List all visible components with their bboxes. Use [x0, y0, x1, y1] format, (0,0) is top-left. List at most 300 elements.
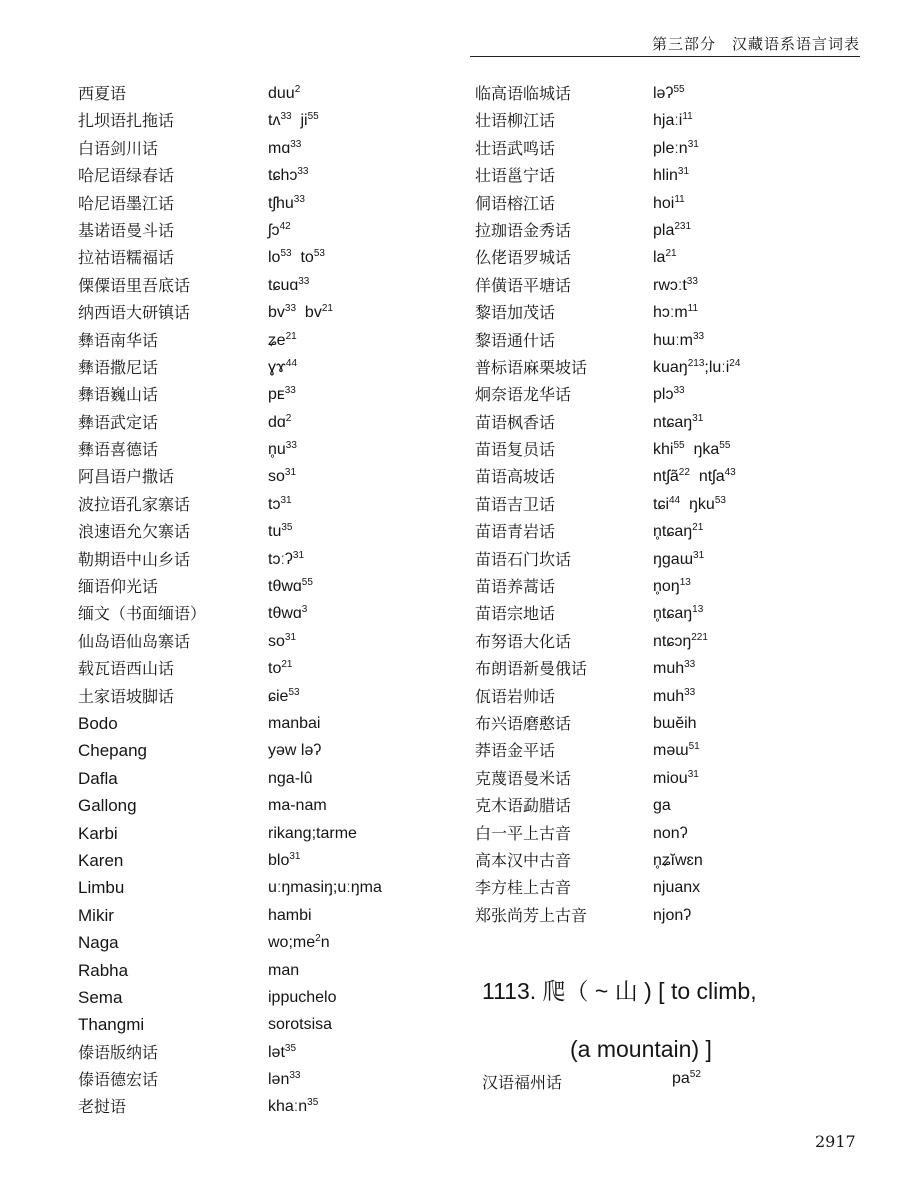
language-name: 缅文（书面缅语） — [78, 604, 207, 624]
language-name: Bodo — [78, 713, 118, 733]
language-name: Mikir — [78, 905, 114, 925]
word-form — [268, 80, 300, 107]
word-form-text: tu — [268, 523, 282, 541]
word-form-text: rikang;tarme — [268, 824, 357, 842]
tone-number: 33 — [280, 111, 292, 123]
language-name: 克蔑语曼米话 — [475, 768, 572, 788]
vocab-row — [475, 135, 875, 162]
tone-number: 33 — [298, 275, 310, 287]
vocab-row — [78, 409, 458, 436]
vocab-row — [475, 436, 875, 463]
word-form — [268, 107, 319, 134]
word-form-text: njonʔ — [653, 906, 692, 924]
vocab-row — [78, 217, 458, 244]
language-name: 纳西语大研镇话 — [78, 303, 191, 323]
tone-number: 42 — [279, 220, 291, 232]
tone-number: 3 — [301, 604, 308, 616]
word-form — [653, 135, 699, 162]
word-form-text: lo — [268, 249, 281, 267]
word-form-text: uːŋmasiŋ;uːŋma — [268, 879, 382, 897]
language-name: 傈僳语里吾底话 — [78, 275, 191, 295]
vocab-row — [78, 80, 458, 107]
word-form — [268, 847, 300, 874]
vocab-row — [78, 381, 458, 408]
language-name: 佤语岩帅话 — [475, 686, 556, 706]
tone-number: 231 — [674, 220, 692, 232]
word-form-text: wo;me — [268, 934, 316, 952]
language-name: 汉语福州话 — [482, 1073, 563, 1092]
word-form — [672, 1070, 701, 1088]
word-form-text: man — [268, 961, 300, 979]
word-form — [268, 463, 296, 490]
language-name: 壮语邕宁话 — [475, 166, 556, 186]
tone-number-2: 53 — [313, 248, 325, 260]
tone-number: 2 — [315, 933, 321, 945]
language-name: 李方桂上古音 — [475, 878, 572, 898]
language-name: 苗语高坡话 — [475, 467, 556, 487]
word-form — [653, 272, 698, 299]
word-form — [268, 217, 291, 244]
word-form-text: pleːn — [653, 139, 688, 157]
word-form-text: ləʔ — [653, 85, 674, 102]
vocab-row — [475, 190, 875, 217]
tone-number: 33 — [285, 440, 297, 452]
tone-number: 55 — [673, 440, 685, 452]
word-form-text: lət — [268, 1043, 285, 1061]
entry-title — [482, 962, 862, 1078]
word-form-text: ɣɤ — [268, 358, 286, 376]
word-form-text: ntɕaŋ — [653, 413, 693, 431]
word-form — [268, 244, 325, 271]
word-form-text: pᴇ — [268, 386, 285, 404]
vocab-row — [78, 518, 458, 545]
word-form-text: muh — [653, 687, 685, 705]
tone-number: 35 — [281, 522, 293, 534]
word-form-text: tɕuɑ — [268, 276, 299, 294]
vocab-row — [475, 600, 875, 627]
page-number: 2917 — [815, 1132, 856, 1151]
word-form — [268, 190, 305, 217]
word-form-text-2: ji — [300, 112, 308, 130]
word-form-text-2: ŋku — [689, 495, 715, 513]
vocab-row — [78, 600, 458, 627]
word-form — [653, 217, 691, 244]
word-form-text: duu — [268, 85, 295, 102]
word-form-text-2: ntʃa — [698, 468, 725, 486]
language-name: 临高语临城话 — [475, 84, 572, 103]
word-form-text: nonʔ — [653, 824, 688, 842]
word-form-text: n̥oŋ — [653, 578, 680, 596]
vocab-row — [475, 244, 875, 271]
word-form-text: ga — [653, 797, 671, 815]
word-form — [653, 463, 736, 490]
word-form-text: miou — [653, 769, 688, 787]
word-form — [268, 929, 330, 956]
vocab-row — [475, 80, 875, 107]
word-form — [653, 491, 726, 518]
vocab-row — [475, 902, 875, 929]
language-name: 苗语宗地话 — [475, 604, 556, 624]
word-form — [653, 436, 730, 463]
vocab-row — [475, 874, 875, 901]
language-name: 傣语版纳话 — [78, 1042, 159, 1062]
tone-number: 33 — [693, 330, 705, 342]
vocab-row — [78, 546, 458, 573]
language-name: 拉祜语糯福话 — [78, 248, 175, 268]
tone-number: 21 — [692, 522, 704, 534]
language-name: Naga — [78, 933, 119, 953]
word-form — [268, 683, 300, 710]
tone-number: 31 — [289, 850, 301, 862]
word-form — [268, 135, 301, 162]
language-name: 高本汉中古音 — [475, 850, 572, 870]
word-form-text: khi — [653, 441, 674, 459]
tone-number-2: 21 — [321, 303, 333, 315]
tone-number: 33 — [293, 193, 305, 205]
word-form — [268, 272, 309, 299]
word-form — [653, 381, 685, 408]
entry-title-line-1: 1113. 爬（ ~ 山 ) [ to climb, — [482, 978, 757, 1004]
left-column — [78, 80, 458, 1121]
tone-number-2: 55 — [307, 111, 319, 123]
word-form — [653, 737, 700, 764]
word-form — [653, 655, 695, 682]
vocab-row — [475, 107, 875, 134]
entry-row — [482, 1070, 862, 1097]
word-form-text: nga-lû — [268, 769, 313, 787]
language-name: Dafla — [78, 768, 118, 788]
word-form-text: lən — [268, 1071, 290, 1089]
tone-number: 21 — [665, 248, 677, 260]
word-form — [653, 600, 703, 627]
word-form-text: tθwɑ — [268, 605, 302, 623]
word-form — [268, 984, 337, 1011]
vocab-row — [475, 491, 875, 518]
language-name: 炯奈语龙华话 — [475, 385, 572, 405]
word-form-text: ŋgaɯ — [653, 550, 694, 568]
word-form — [653, 765, 699, 792]
language-name: 苗语养蒿话 — [475, 577, 556, 597]
word-form-text: hɔːm — [653, 304, 688, 322]
language-name: Gallong — [78, 796, 137, 816]
language-name: 土家语坡脚话 — [78, 686, 175, 706]
word-form — [653, 820, 688, 847]
language-name: 勒期语中山乡话 — [78, 549, 191, 569]
word-form — [653, 299, 698, 326]
word-form — [653, 546, 704, 573]
tone-number-2: 24 — [729, 357, 741, 369]
vocab-row — [475, 299, 875, 326]
word-form-text: n̥tɕaŋ — [653, 605, 693, 623]
language-name: 老挝语 — [78, 1097, 127, 1117]
word-form — [653, 107, 693, 134]
word-form — [268, 655, 292, 682]
tone-number: 33 — [684, 686, 696, 698]
word-form — [268, 737, 321, 764]
word-form — [653, 518, 703, 545]
vocab-row — [78, 573, 458, 600]
vocab-row — [78, 327, 458, 354]
vocab-row — [78, 190, 458, 217]
word-form-text: ippuchelo — [268, 988, 337, 1006]
tone-number-2: 43 — [724, 467, 736, 479]
language-name: 阿昌语户撒话 — [78, 467, 175, 487]
word-form — [653, 354, 740, 381]
vocab-row — [475, 327, 875, 354]
language-name: 克木语勐腊话 — [475, 796, 572, 816]
vocab-row — [78, 107, 458, 134]
vocab-row — [78, 299, 458, 326]
header-rule — [470, 56, 860, 57]
tone-number: 13 — [692, 604, 704, 616]
tone-number: 11 — [687, 303, 699, 315]
vocab-row — [78, 847, 458, 874]
language-name: Karen — [78, 850, 124, 870]
word-form — [653, 874, 700, 901]
vocab-row — [475, 737, 875, 764]
vocab-row — [78, 820, 458, 847]
word-form-text: pla — [653, 221, 675, 239]
vocab-row — [78, 792, 458, 819]
language-name: 壮语柳江话 — [475, 111, 556, 131]
language-name: 基诺语曼斗话 — [78, 220, 175, 240]
word-form-text: hambi — [268, 906, 312, 924]
language-name: Sema — [78, 987, 123, 1007]
tone-number: 2 — [294, 84, 301, 95]
tone-number: 221 — [691, 631, 708, 643]
vocab-row — [78, 463, 458, 490]
vocab-row — [78, 1011, 458, 1038]
tone-number: 22 — [678, 467, 690, 479]
word-form-text: ma-nam — [268, 797, 327, 815]
word-form-text: tɕi — [653, 495, 669, 513]
language-name: 布努语大化话 — [475, 631, 572, 651]
word-form-text: ʃɔ — [268, 221, 280, 239]
tone-number: 31 — [280, 494, 292, 506]
word-form-text: n̥ʑĭwɛn — [653, 851, 703, 869]
word-form-text: njuanx — [653, 879, 701, 897]
tone-number: 35 — [284, 1042, 297, 1054]
language-name: 苗语吉卫话 — [475, 494, 556, 514]
vocab-row — [475, 847, 875, 874]
language-name: 苗语青岩话 — [475, 522, 556, 542]
word-form — [268, 628, 296, 655]
vocab-row — [78, 874, 458, 901]
word-form-text: tʌ — [268, 112, 281, 130]
tone-number: 33 — [289, 1070, 301, 1082]
language-name: 载瓦语西山话 — [78, 659, 175, 679]
word-form — [653, 409, 703, 436]
tone-number: 33 — [684, 659, 696, 671]
word-form-text: hoi — [653, 194, 675, 212]
word-form — [653, 244, 677, 271]
language-name: 彝语南华话 — [78, 330, 159, 350]
language-name: 侗语榕江话 — [475, 193, 556, 213]
word-form-text: hɯːm — [653, 331, 693, 349]
tone-number: 55 — [301, 577, 313, 589]
word-form — [653, 847, 703, 874]
word-form-text: bɯĕih — [653, 714, 697, 732]
vocab-row — [475, 162, 875, 189]
word-form — [268, 381, 296, 408]
word-form-text: rwɔːt — [653, 276, 687, 294]
word-form — [268, 1066, 300, 1093]
vocab-row — [78, 902, 458, 929]
word-form — [653, 162, 689, 189]
word-form-text: so — [268, 632, 285, 650]
language-name: 缅语仰光话 — [78, 577, 159, 597]
vocab-row — [78, 683, 458, 710]
tone-number: 33 — [284, 303, 297, 315]
word-form — [268, 1039, 296, 1066]
word-form — [268, 518, 292, 545]
word-form-text: ntʃã — [653, 468, 679, 486]
word-form-text: blo — [268, 851, 290, 869]
word-form-text: pa — [672, 1070, 690, 1087]
vocab-row — [475, 272, 875, 299]
vocab-row — [78, 1093, 458, 1120]
word-form-text: mɑ — [268, 139, 291, 157]
word-form-text: khaːn — [268, 1098, 308, 1116]
word-form — [268, 1093, 318, 1120]
word-form-text: n̥u — [268, 441, 286, 459]
language-name: 苗语复员话 — [475, 440, 556, 460]
vocab-row — [475, 217, 875, 244]
word-form — [653, 327, 704, 354]
tone-number: 31 — [687, 768, 699, 780]
language-name: 白一平上古音 — [475, 823, 572, 843]
tone-number: 11 — [682, 111, 693, 123]
word-form — [653, 190, 685, 217]
entry-title-line-2: (a mountain) ] — [570, 1036, 712, 1062]
word-form — [268, 299, 333, 326]
word-form-text: manbai — [268, 714, 321, 732]
language-name: 黎语通什话 — [475, 330, 556, 350]
language-name: 苗语枫香话 — [475, 412, 556, 432]
tone-number: 31 — [284, 467, 297, 479]
word-form — [268, 765, 312, 792]
language-name: Chepang — [78, 741, 148, 761]
right-column — [475, 80, 875, 929]
tone-number: 11 — [674, 193, 685, 205]
word-form — [268, 792, 327, 819]
language-name: 哈尼语绿春话 — [78, 166, 175, 186]
tone-number: 13 — [679, 577, 691, 589]
word-form — [268, 820, 357, 847]
word-form-text: məɯ — [653, 742, 689, 760]
language-name: 白语剑川话 — [78, 138, 159, 158]
vocab-row — [475, 518, 875, 545]
word-form — [268, 573, 313, 600]
tone-number: 2 — [285, 412, 292, 424]
word-form — [653, 710, 697, 737]
language-name: 扎坝语扎拖话 — [78, 111, 175, 131]
word-form-text: plɔ — [653, 386, 674, 404]
vocab-row — [78, 655, 458, 682]
word-form-text: so — [268, 468, 285, 486]
vocab-row — [475, 710, 875, 737]
word-form-text: hjaːi — [653, 112, 683, 130]
tone-number: 21 — [285, 330, 297, 342]
vocab-row — [475, 381, 875, 408]
tone-number: 33 — [686, 275, 698, 287]
word-form — [268, 546, 304, 573]
tone-number: 53 — [288, 686, 300, 698]
word-form-text: tʃhu — [268, 194, 294, 212]
vocab-row — [78, 1039, 458, 1066]
vocab-row — [475, 409, 875, 436]
word-form-text: tɔːʔ — [268, 550, 293, 568]
tone-number: 44 — [669, 494, 681, 506]
language-name: 苗语石门坎话 — [475, 549, 572, 569]
vocab-row — [78, 765, 458, 792]
vocab-row — [78, 957, 458, 984]
tone-number: 31 — [292, 549, 305, 561]
vocab-row — [78, 135, 458, 162]
vocab-row — [475, 683, 875, 710]
language-name: 浪速语允欠寨话 — [78, 522, 191, 542]
word-form — [268, 354, 297, 381]
language-name: Thangmi — [78, 1015, 145, 1035]
tone-number: 55 — [673, 84, 685, 95]
word-form-text: kuaŋ — [653, 358, 688, 376]
word-form — [268, 902, 312, 929]
vocab-row — [78, 737, 458, 764]
language-name: 西夏语 — [78, 84, 127, 103]
tone-number: 33 — [290, 138, 302, 150]
vocab-row — [78, 710, 458, 737]
word-form — [268, 1011, 332, 1038]
vocab-row — [475, 354, 875, 381]
word-form — [653, 902, 691, 929]
word-form — [268, 491, 292, 518]
word-form — [268, 874, 382, 901]
language-name: 傣语德宏话 — [78, 1070, 159, 1090]
word-form-text: tɔ — [268, 495, 281, 513]
language-name: 彝语喜德话 — [78, 440, 159, 460]
vocab-row — [475, 655, 875, 682]
word-form-text: muh — [653, 660, 685, 678]
tone-number-2: 53 — [714, 494, 726, 506]
word-form — [268, 957, 299, 984]
language-name: 彝语撒尼话 — [78, 357, 159, 377]
vocab-row — [475, 573, 875, 600]
language-name: Limbu — [78, 878, 125, 898]
language-name: 波拉语孔家寨话 — [78, 494, 191, 514]
vocab-row — [475, 628, 875, 655]
word-form-text-2: ;luːi — [704, 358, 730, 376]
tone-number: 33 — [673, 385, 685, 397]
vocab-row — [78, 628, 458, 655]
word-form-text: sorotsisa — [268, 1016, 333, 1034]
word-form — [268, 327, 297, 354]
language-name: 佯僙语平塘话 — [475, 275, 572, 295]
word-form — [653, 628, 708, 655]
language-name: Rabha — [78, 960, 129, 980]
word-form-text: to — [268, 660, 282, 678]
tone-number: 53 — [280, 248, 292, 260]
tone-number: 31 — [693, 549, 705, 561]
language-name: 布朗语新曼俄话 — [475, 659, 588, 679]
tone-number: 44 — [285, 357, 298, 369]
tone-number-2: 55 — [719, 440, 731, 452]
word-form-text: yəw ləʔ — [268, 742, 322, 760]
tone-number: 213 — [687, 357, 705, 369]
language-name: 壮语武鸣话 — [475, 138, 556, 158]
tone-number: 52 — [689, 1069, 701, 1080]
language-name: 郑张尚芳上古音 — [475, 905, 588, 925]
word-form-text: tθwɑ — [268, 578, 302, 596]
